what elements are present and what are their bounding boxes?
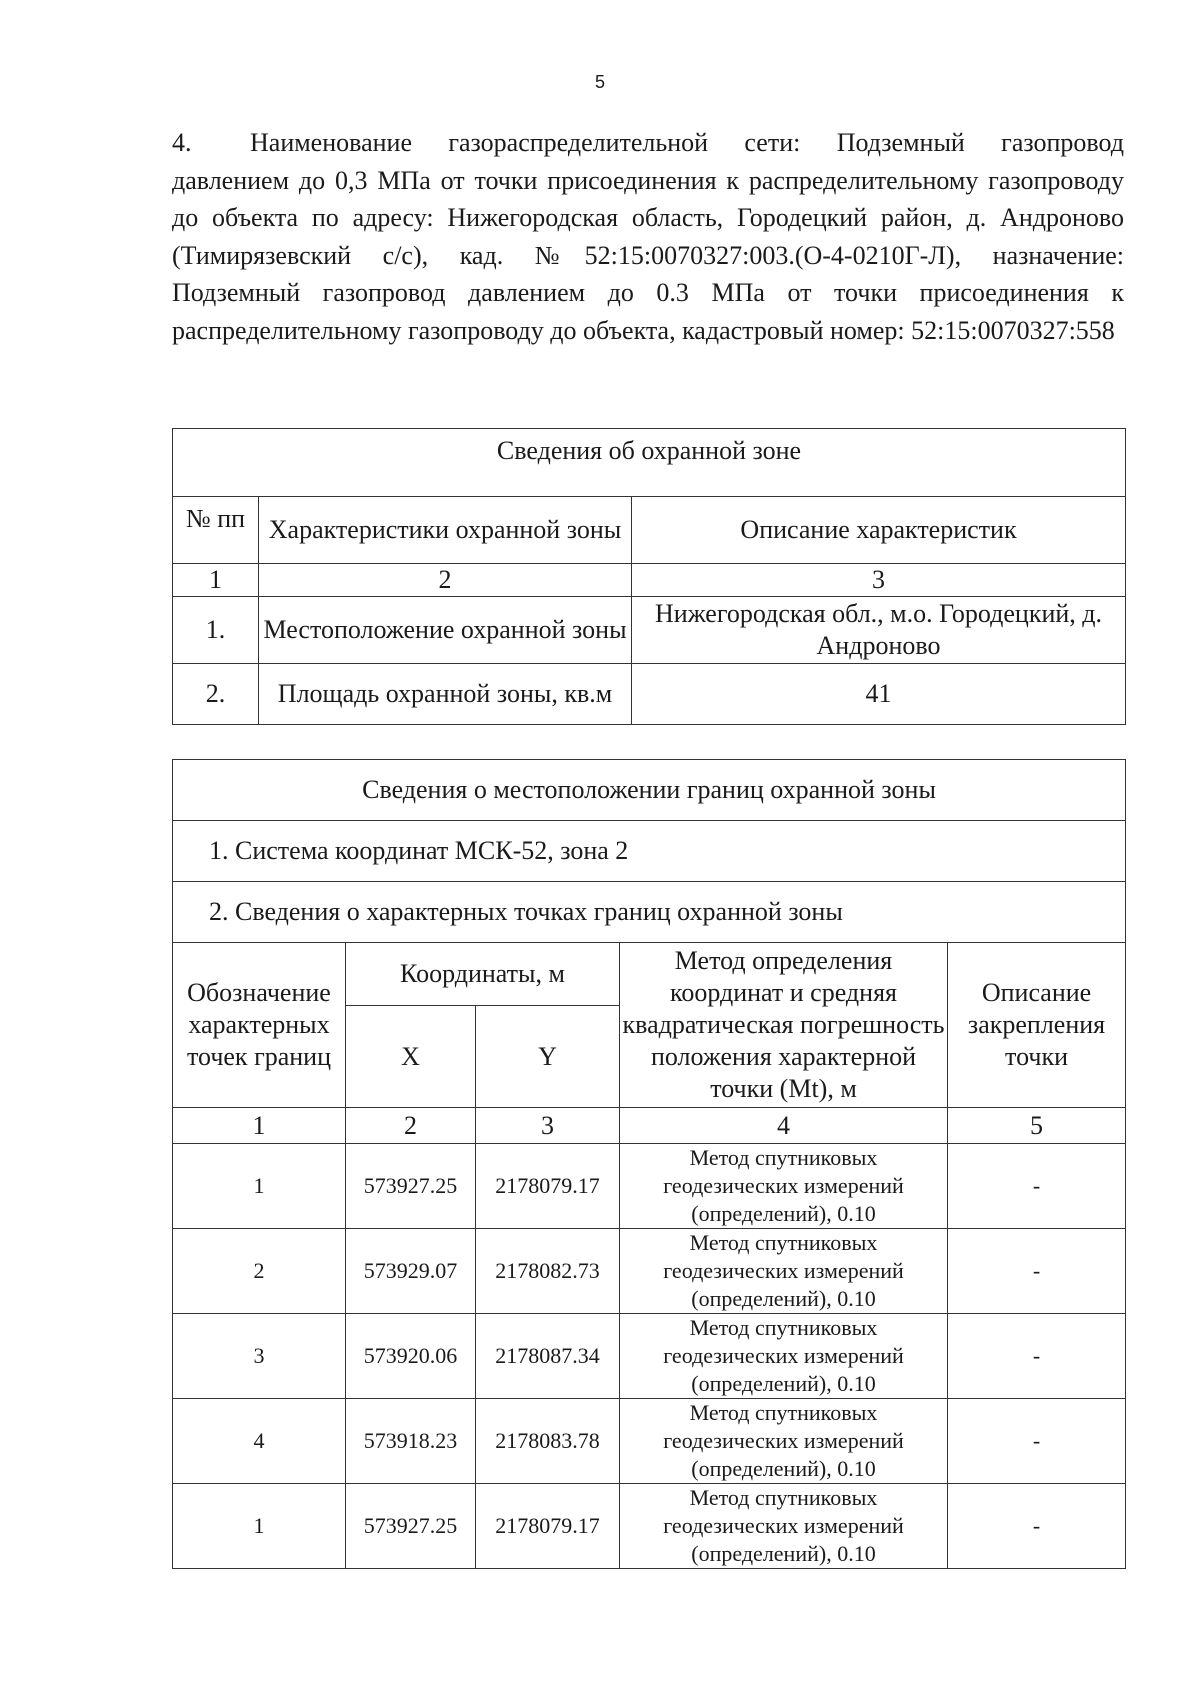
row-characteristic: Местоположение охранной зоны (259, 597, 632, 664)
index-cell: 2 (346, 1108, 476, 1144)
index-cell: 1 (173, 1108, 346, 1144)
protection-zone-table (172, 428, 1126, 725)
point-y: 2178079.17 (476, 1144, 620, 1229)
table-row (173, 597, 1126, 664)
point-fixing: - (948, 1144, 1126, 1229)
point-fixing: - (948, 1399, 1126, 1484)
header-characteristics: Характеристики охранной зоны (259, 497, 632, 564)
table-row (173, 1484, 1126, 1569)
header-method: Метод определения координат и средняя квадратическая погрешность положения характерной точки (Mt), м (620, 943, 948, 1108)
point-fixing: - (948, 1484, 1126, 1569)
index-cell: 5 (948, 1108, 1126, 1144)
table-row (173, 664, 1126, 725)
table-row (173, 1399, 1126, 1484)
point-number: 4 (173, 1399, 346, 1484)
point-x: 573929.07 (346, 1229, 476, 1314)
table-row (173, 1144, 1126, 1229)
network-description (172, 124, 1124, 349)
index-cell: 4 (620, 1108, 948, 1144)
point-number: 3 (173, 1314, 346, 1399)
header-coordinates: Координаты, м (346, 943, 620, 1006)
point-y: 2178079.17 (476, 1484, 620, 1569)
header-fixing-description: Описание закрепления точки (948, 943, 1126, 1108)
index-cell: 3 (632, 564, 1126, 597)
header-y: Y (476, 1006, 620, 1108)
boundary-points-table (172, 759, 1126, 1569)
row-value: 41 (632, 664, 1126, 725)
header-x: X (346, 1006, 476, 1108)
points-title: 2. Сведения о характерных точках границ охранной зоны (173, 882, 1126, 943)
point-x: 573918.23 (346, 1399, 476, 1484)
row-value: Нижегородская обл., м.о. Городецкий, д. Андроново (632, 597, 1126, 664)
point-y: 2178083.78 (476, 1399, 620, 1484)
row-number: 1. (173, 597, 259, 664)
point-number: 2 (173, 1229, 346, 1314)
point-method: Метод спутниковых геодезических измерений (определений), 0.10 (620, 1399, 948, 1484)
point-method: Метод спутниковых геодезических измерений (определений), 0.10 (620, 1484, 948, 1569)
table-row (173, 1229, 1126, 1314)
point-fixing: - (948, 1229, 1126, 1314)
point-y: 2178082.73 (476, 1229, 620, 1314)
point-method: Метод спутниковых геодезических измерений (определений), 0.10 (620, 1314, 948, 1399)
point-number: 1 (173, 1484, 346, 1569)
index-cell: 3 (476, 1108, 620, 1144)
row-characteristic: Площадь охранной зоны, кв.м (259, 664, 632, 725)
bounds-table-title: Сведения о местоположении границ охранной зоны (173, 760, 1126, 821)
point-x: 573927.25 (346, 1144, 476, 1229)
paragraph-number: 4. (172, 128, 192, 157)
point-method: Метод спутниковых геодезических измерений (определений), 0.10 (620, 1144, 948, 1229)
table-row (173, 1314, 1126, 1399)
coordinate-system: 1. Система координат МСК-52, зона 2 (173, 821, 1126, 882)
index-cell: 1 (173, 564, 259, 597)
point-method: Метод спутниковых геодезических измерений (определений), 0.10 (620, 1229, 948, 1314)
zone-table-title: Сведения об охранной зоне (173, 429, 1126, 497)
index-cell: 2 (259, 564, 632, 597)
header-designation: Обозначение характерных точек границ (173, 943, 346, 1108)
page-number: 5 (594, 72, 605, 92)
paragraph-text: Наименование газораспределительной сети: Подземный газопровод давлением до 0,3 МПа от точки присоединения к распределительному газопроводу до объекта по адресу: Нижегородская область, Городецкий район, д. Андроново (Тимирязевский с/с), кад. №52:15:0070327:003.(О-4-0210Г-Л), назначение: Подземный газопровод давлением до 0.3 МПа от точки присоединения к распределительному газопроводу до объекта, кадастровый номер: 52:15:0070327:558 (172, 128, 1124, 345)
point-y: 2178087.34 (476, 1314, 620, 1399)
row-number: 2. (173, 664, 259, 725)
header-description: Описание характеристик (632, 497, 1126, 564)
point-fixing: - (948, 1314, 1126, 1399)
point-number: 1 (173, 1144, 346, 1229)
header-number: № пп (173, 497, 259, 564)
point-x: 573920.06 (346, 1314, 476, 1399)
point-x: 573927.25 (346, 1484, 476, 1569)
